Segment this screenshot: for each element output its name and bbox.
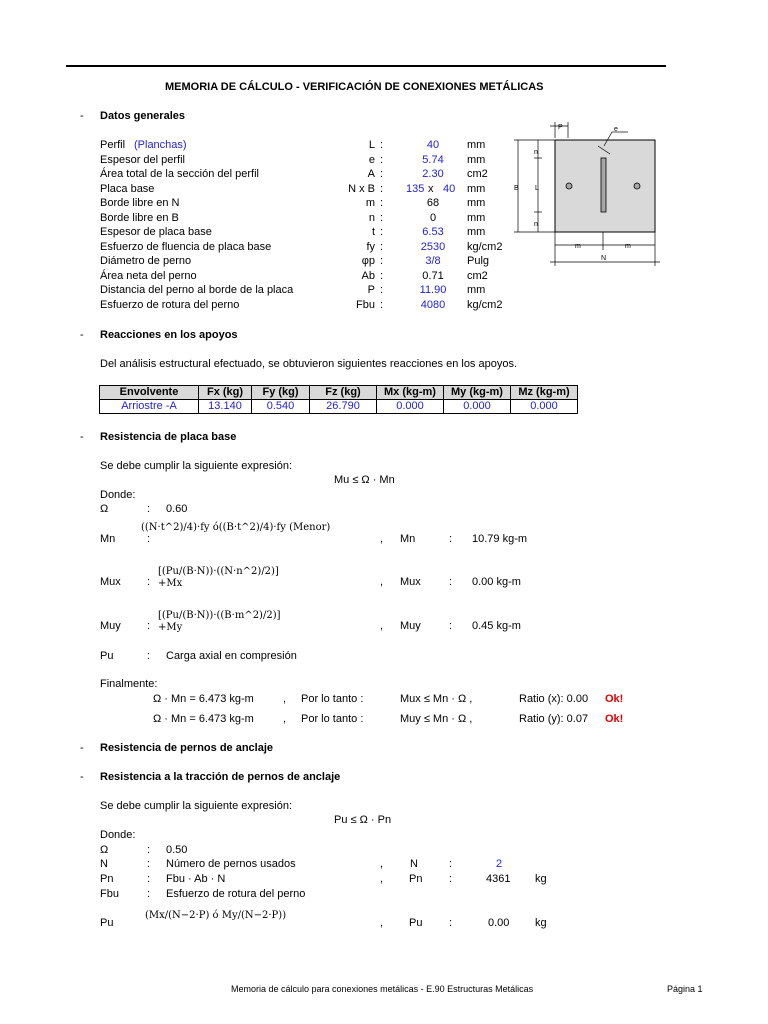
placa-intro: Se debe cumplir la siguiente expresión: [100,460,293,472]
mux-result: 0.00 kg-m [472,576,521,588]
colon: : [449,858,453,870]
bullet: - [80,329,84,341]
dim-e-label: e [614,126,618,133]
check-y-condition: Muy ≤ Mn · Ω , [400,713,473,725]
comma: , [380,858,384,870]
placa-expression: Mu ≤ Ω · Mn [334,474,395,486]
dim-m-left-label: m [575,243,581,250]
muy-result: 0.45 kg-m [472,620,521,632]
datos-row-unit: mm [467,211,486,224]
section-placa-base: Resistencia de placa base [100,431,237,443]
colon: : [147,888,151,900]
page-title: MEMORIA DE CÁLCULO - VERIFICACIÓN DE CONEXIONES METÁLICAS [165,81,544,93]
table-header-row [100,386,578,400]
table-cell: 0.000 [444,400,511,414]
datos-row-label: Placa base [100,182,155,195]
comma: , [380,533,384,545]
n-value: 2 [496,858,503,870]
mn-result-symbol: Mn [400,533,416,545]
colon: : [380,153,384,166]
fbu-symbol: Fbu [100,888,119,900]
table-header: Fy (kg) [252,386,310,400]
colon: : [449,917,453,929]
datos-row-label: Área neta del perno [100,269,197,282]
colon: : [380,255,384,267]
datos-row-label: Diámetro de perno [100,255,192,267]
mux-symbol: Mux [100,576,121,588]
datos-row-value: 2530 [420,240,446,253]
pu-symbol: Pu [100,650,114,662]
datos-row-symbol: L [368,139,375,151]
datos-row-value2: 40 [443,182,456,195]
datos-row-unit: cm2 [467,269,488,282]
datos-row-symbol: φp [361,255,375,267]
pu-result-symbol: Pu [409,917,423,929]
mux-formula: [(Pu/(B·N))·((N·n^2)/2)] [158,566,279,577]
n-result-symbol: N [410,858,418,870]
comma: , [380,620,384,632]
muy-formula-plus: +My [158,622,183,633]
colon: : [380,168,384,180]
table-row [100,400,578,414]
datos-row-symbol: fy [366,240,375,253]
dim-p-label: P [558,124,563,131]
table-cell: Arriostre -A [100,400,199,414]
colon: : [147,503,151,515]
footer-text: Memoria de cálculo para conexiones metálicas - E.90 Estructuras Metálicas [231,984,534,994]
pn-result-symbol: Pn [409,873,423,885]
check-x-tanto: Por lo tanto : [301,693,364,705]
pu-unit: kg [535,917,547,929]
colon: : [147,620,151,632]
datos-row-unit: Pulg [467,255,490,267]
table-header: Fz (kg) [310,386,377,400]
datos-row-value: 40 [426,139,440,151]
colon: : [147,858,151,870]
table-header: Envolvente [100,386,199,400]
datos-row-extra: (Planchas) [134,139,187,151]
mn-result: 10.79 kg-m [472,533,528,545]
datos-row-symbol: n [368,211,375,224]
omega-value: 0.50 [166,844,188,856]
omega-value: 0.60 [166,503,188,515]
datos-row-label: Espesor de placa base [100,226,212,238]
n-symbol: N [100,858,108,870]
base-plate-diagram [510,118,670,270]
comma: , [380,873,384,885]
colon: : [449,576,453,588]
colon: : [380,197,384,209]
muy-symbol: Muy [100,620,121,632]
datos-row-symbol: m [365,197,375,209]
bullet: - [80,431,84,443]
datos-row-label: Área total de la sección del perfil [100,168,259,180]
table-cell: 0.540 [252,400,310,414]
check-x-lhs: Ω · Mn = 6.473 kg-m [153,693,254,705]
traccion-donde: Donde: [100,829,136,841]
datos-row-label: Borde libre en B [100,211,179,224]
datos-row-value: 4080 [420,298,446,311]
bullet: - [80,742,84,754]
top-rule [66,65,666,67]
datos-row-value: 0.71 [422,269,444,282]
datos-row-symbol: P [367,284,375,296]
table-header: My (kg-m) [444,386,511,400]
omega-symbol: Ω [100,503,109,515]
table-cell: 13.140 [199,400,252,414]
datos-row-value: 3/8 [425,255,441,267]
mn-symbol: Mn [100,533,116,545]
datos-row-unit: mm [467,153,486,166]
datos-row-value: 2.30 [422,168,444,180]
colon: : [147,533,151,545]
colon: : [147,844,151,856]
datos-row-unit: cm2 [467,168,488,180]
datos-row-label: Espesor del perfil [100,153,185,166]
mux-formula-plus: +Mx [158,578,183,589]
muy-result-symbol: Muy [400,620,421,632]
colon: : [449,873,453,885]
datos-row-label: Esfuerzo de rotura del perno [100,298,240,311]
fbu-description: Esfuerzo de rotura del perno [166,888,306,900]
colon: : [380,182,384,195]
section-reacciones: Reacciones en los apoyos [100,329,238,341]
datos-row-symbol: Fbu [356,298,375,311]
section-traccion: Resistencia a la tracción de pernos de anclaje [100,771,341,783]
colon: : [449,533,453,545]
colon: : [147,576,151,588]
colon: : [380,269,384,282]
table-cell: 26.790 [310,400,377,414]
colon: : [449,620,453,632]
datos-row-symbol: Ab [361,269,375,282]
datos-row-label: Distancia del perno al borde de la placa [100,284,294,296]
datos-row-value: 5.74 [422,153,444,166]
datos-row-unit: mm [467,284,486,296]
pn-unit: kg [535,873,547,885]
check-x-condition: Mux ≤ Mn · Ω , [400,693,473,705]
table-header: Fx (kg) [199,386,252,400]
finalmente: Finalmente: [100,678,158,690]
check-y-tanto: Por lo tanto : [301,713,364,725]
section-datos-generales: Datos generales [100,110,185,122]
traccion-intro: Se debe cumplir la siguiente expresión: [100,800,293,812]
datos-row-unit: mm [467,226,486,238]
colon: : [380,298,384,311]
pu-description: Carga axial en compresión [166,650,297,662]
section-pernos: Resistencia de pernos de anclaje [100,742,274,754]
table-header: Mz (kg-m) [511,386,578,400]
dim-l-label: L [535,185,539,192]
pn-description: Fbu · Ab · N [166,873,226,885]
datos-row-unit: kg/cm2 [467,240,503,253]
check-x-ok-badge: Ok! [605,693,624,705]
comma: , [283,713,287,725]
pn-symbol: Pn [100,873,114,885]
datos-row-times: x [428,182,434,195]
colon: : [380,240,384,253]
datos-row-label: Borde libre en N [100,197,180,209]
page-number: Página 1 [667,984,703,994]
mn-formula: ((N·t^2)/4)·fy ó((B·t^2)/4)·fy (Menor) [141,522,331,533]
check-y-lhs: Ω · Mn = 6.473 kg-m [153,713,254,725]
datos-row-value: 135 [406,182,425,195]
datos-row-symbol: A [367,168,375,180]
datos-row-unit: mm [467,182,486,195]
comma: , [380,576,384,588]
datos-row-label: Perfil [100,139,126,151]
datos-row-value: 11.90 [419,284,447,296]
datos-row-unit: kg/cm2 [467,298,503,311]
datos-row-symbol: e [368,153,375,166]
table-cell: 0.000 [377,400,444,414]
comma: , [380,917,384,929]
datos-row-value: 6.53 [422,226,444,238]
pu-symbol: Pu [100,917,114,929]
traccion-expression: Pu ≤ Ω · Pn [334,814,392,826]
check-y-ratio: Ratio (y): 0.07 [519,713,589,725]
dim-n-label: N [601,255,607,262]
n-description: Número de pernos usados [166,858,296,870]
muy-formula: [(Pu/(B·N))·((B·m^2)/2)] [158,610,281,621]
dim-m-right-label: m [625,243,631,250]
colon: : [380,211,384,224]
dim-n-top-label: n [534,149,538,156]
pu-value: 0.00 [488,917,510,929]
table-cell: 0.000 [511,400,578,414]
check-x-ratio: Ratio (x): 0.00 [519,693,589,705]
datos-row-value: 0 [429,211,437,224]
datos-row-symbol: N x B [348,182,375,195]
bullet: - [80,110,84,122]
dim-n-bottom-label: n [534,221,538,228]
colon: : [147,873,151,885]
pu-formula: (Mx/(N−2·P) ó My/(N−2·P)) [145,910,287,921]
omega-symbol: Ω [100,844,109,856]
datos-row-symbol: t [371,226,375,238]
reacciones-table [99,385,578,414]
colon: : [380,226,384,238]
reacciones-intro: Del análisis estructural efectuado, se obtuvieron siguientes reacciones en los apoyos. [100,358,518,370]
check-y-ok-badge: Ok! [605,713,624,725]
datos-row-value: 68 [426,197,440,209]
comma: , [283,693,287,705]
pn-value: 4361 [486,873,511,885]
datos-row-label: Esfuerzo de fluencia de placa base [100,240,272,253]
colon: : [380,284,384,296]
bullet: - [80,771,84,783]
mux-result-symbol: Mux [400,576,421,588]
placa-donde: Donde: [100,489,136,501]
colon: : [380,139,384,151]
colon: : [147,650,151,662]
datos-row-unit: mm [467,139,486,151]
dim-b-label: B [514,185,519,192]
datos-row-unit: mm [467,197,486,209]
table-header: Mx (kg-m) [377,386,444,400]
